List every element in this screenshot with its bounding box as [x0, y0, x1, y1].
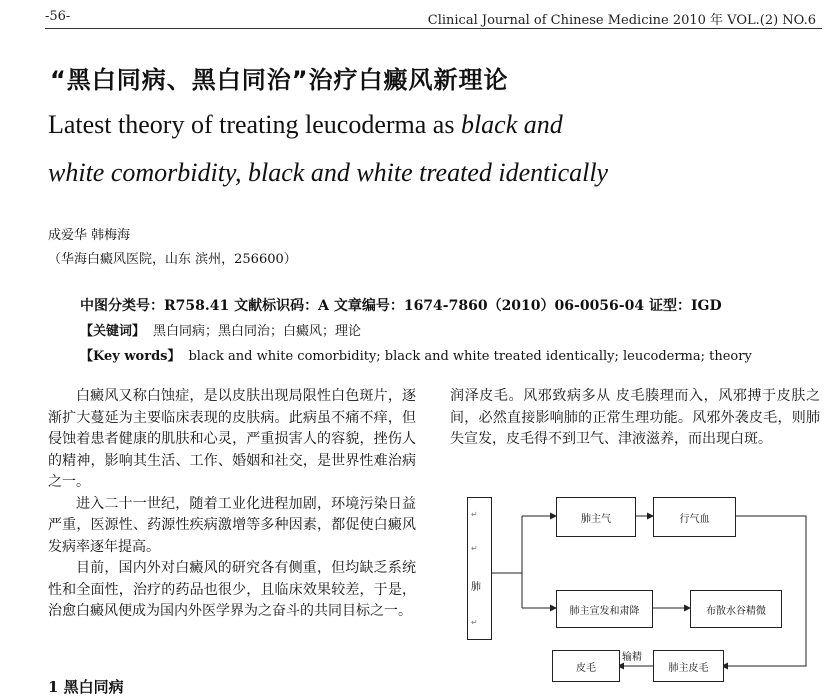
paragraph: 白癜风又称白蚀症，是以皮肤出现局限性白色斑片，逐渐扩大蔓延为主要临床表现的皮肤病。此病虽不痛不痒，但侵蚀着患者健康的肌肤和心灵，严重损害人的容貌，挫伤人的精神，影响其生活、工作、婚姻和社交，是世界性难治病之一。 [48, 388, 416, 490]
journal-header: Clinical Journal of Chinese Medicine 2010 年 VOL.(2) NO.6 [427, 13, 816, 28]
skin-box [552, 650, 620, 682]
paragraph-mark: ↵ [471, 544, 478, 554]
authors: 成爱华 韩梅海 [48, 228, 131, 243]
keywords-chinese: 【关键词】 黑白同病；黑白同治；白癜风；理论 [80, 324, 362, 339]
lung-box [467, 497, 492, 640]
box-label: 皮毛 [576, 662, 596, 674]
title-english-line-1: Latest theory of treating leucoderma as black and [48, 110, 563, 139]
classification-line: 中图分类号：R758.41 文献标识码：A 文章编号：1674-7860（2010）06-0056-04 证型：IGD [80, 298, 722, 314]
section-heading: 1 黑白同病 [48, 678, 124, 696]
box-label: 行气血 [679, 513, 710, 525]
box-label: 肺主皮毛 [668, 662, 709, 674]
affiliation: （华海白癜风医院，山东 滨州，256600） [48, 252, 297, 267]
box-label: 肺主气 [581, 513, 611, 525]
lung-qi-box [556, 497, 636, 537]
paragraph: 润泽皮毛。风邪致病多从 皮毛腠理而入，风邪搏于皮肤之间，必然直接影响肺的正常生理功能。风邪外袭皮毛，则肺失宣发，皮毛得不到卫气、津液滋养，而出现白斑。 [450, 388, 820, 447]
paragraph: 目前，国内外对白癜风的研究各有侧重，但均缺乏系统性和全面性，治疗的药品也很少，且临床效果较差，于是，治愈白癜风便成为国内外医学界为之奋斗的共同目标之一。 [48, 560, 416, 619]
lung-skin-box [653, 650, 724, 682]
disperse-box [556, 590, 653, 628]
paragraph-mark: ↵ [471, 617, 478, 627]
move-qi-blood-box [653, 497, 736, 537]
box-label: 布散水谷精微 [706, 605, 766, 617]
title-english-line-2: white comorbidity, black and white treated identically [48, 158, 609, 187]
keywords-english: 【Key words】 black and white comorbidity; black and white treated identically; leucoderma; theory [80, 349, 752, 364]
paragraph-mark: ↵ [471, 510, 478, 520]
paragraph: 进入二十一世纪，随着工业化进程加剧，环境污染日益严重，医源性、药源性疾病激增等多种因素，都促使白癜风发病率逐年提高。 [48, 495, 416, 555]
box-label: 肺主宣发和肃降 [569, 605, 640, 617]
lung-label: 肺 [471, 581, 481, 593]
distribute-essence-box [690, 590, 782, 628]
title-chinese: “黑白同病、黑白同治”治疗白癜风新理论 [50, 66, 509, 94]
page-number: -56- [45, 9, 71, 24]
nourish-label: 输精 [622, 652, 642, 663]
